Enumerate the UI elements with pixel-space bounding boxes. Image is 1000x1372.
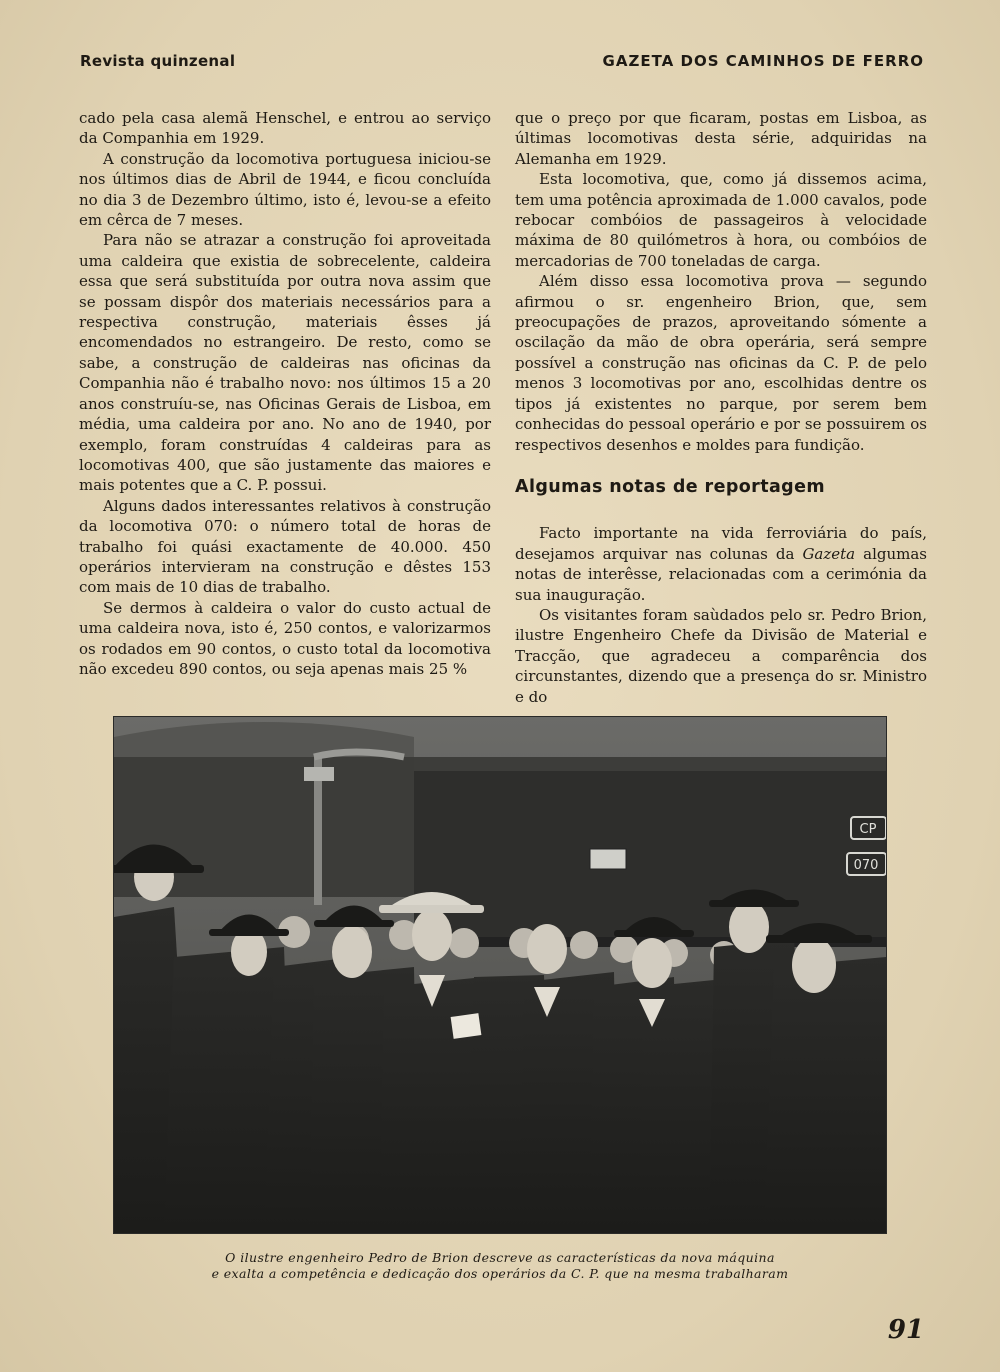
caption-line: e exalta a competência e dedicação dos operários da C. P. que na mesma trabalharam [211, 1265, 789, 1281]
photograph [114, 717, 886, 1233]
number-plate-text: 070 [853, 858, 879, 873]
text-run: Facto importante na vida ferroviária do país, desejamos arquivar nas colunas da [515, 524, 927, 563]
header-right: GAZETA DOS CAMINHOS DE FERRO [602, 52, 924, 70]
paragraph: Para não se atrazar a construção foi aproveitada uma caldeira que existia de sobrecelente, caldeira essa que será substituída por outra nova assim que se possam dispôr dos materiais necessários para a respectiva construção, materiais êsses já encomendados no estrangeiro. De resto, como se sabe, a construção de caldeiras nas oficinas da Companhia não é trabalho novo: nos últimos 15 a 20 anos construíu-se, nas Oficinas Gerais de Lisboa, em média, uma caldeira por ano. No ano de 1940, por exemplo, foram construídas 4 caldeiras para as locomotivas 400, que são justamente das maiores e mais potentes que a C. P. possui. [79, 231, 491, 495]
right-column [515, 108, 927, 707]
paragraph: Alguns dados interessantes relativos à construção da locomotiva 070: o número total de horas de trabalho foi quási exactamente de 40.000. 450 operários intervieram na construção e dêstes 153 com mais de 10 dias de trabalho. [79, 496, 491, 597]
left-column [79, 108, 491, 679]
paragraph: Os visitantes foram saùdados pelo sr. Pedro Brion, ilustre Engenheiro Chefe da Divisão de Material e Tracção, que agradeceu a comparência dos circunstantes, dizendo que a presença do sr. Ministro e do [515, 605, 927, 706]
cp-plate-text: CP [859, 822, 877, 837]
paragraph: Se dermos à caldeira o valor do custo actual de uma caldeira nova, isto é, 250 contos, e valorizarmos os rodados em 90 contos, o custo total da locomotiva não excedeu 890 contos, ou seja apenas mais 25 % [79, 598, 491, 678]
caption-line: O ilustre engenheiro Pedro de Brion descreve as características da nova máquina [225, 1250, 775, 1265]
paragraph: que o preço por que ficaram, postas em Lisboa, as últimas locomotivas desta série, adquiridas na Alemanha em 1929. [515, 109, 927, 168]
header-left: Revista quinzenal [80, 52, 236, 70]
photo-caption [100, 1250, 900, 1281]
publication-name: Gazeta [802, 544, 856, 563]
paragraph [515, 523, 927, 605]
paragraph: Esta locomotiva, que, como já dissemos acima, tem uma potência aproximada de 1.000 cavalos, pode rebocar combóios de passageiros à velocidade máxima de 80 quilómetros à hora, ou combóios de mercadorias de 700 toneladas de carga. [515, 170, 927, 270]
section-heading: Algumas notas de reportagem [515, 476, 826, 497]
photo-illustration [114, 717, 886, 1233]
page-number: 91 [887, 1315, 924, 1345]
paragraph: Além disso essa locomotiva prova — segundo afirmou o sr. engenheiro Brion, que, sem preocupações de prazos, aproveitando sómente a oscilação da mão de obra operária, será sempre possível a construção nas oficinas da C. P. de pelo menos 3 locomotivas por ano, escolhidas dentre os tipos já existentes no parque, por serem bem conhecidas do pessoal operário e por se possuirem os respectivos desenhos e moldes para fundição. [515, 272, 927, 454]
paragraph: cado pela casa alemã Henschel, e entrou ao serviço da Companhia em 1929. [79, 109, 491, 148]
paragraph: A construção da locomotiva portuguesa iniciou-se nos últimos dias de Abril de 1944, e ficou concluída no dia 3 de Dezembro último, isto é, levou-se a efeito em cêrca de 7 meses. [79, 149, 491, 230]
text-run: algumas notas de interêsse, relacionadas com a cerimónia da sua inauguração. [515, 544, 927, 604]
